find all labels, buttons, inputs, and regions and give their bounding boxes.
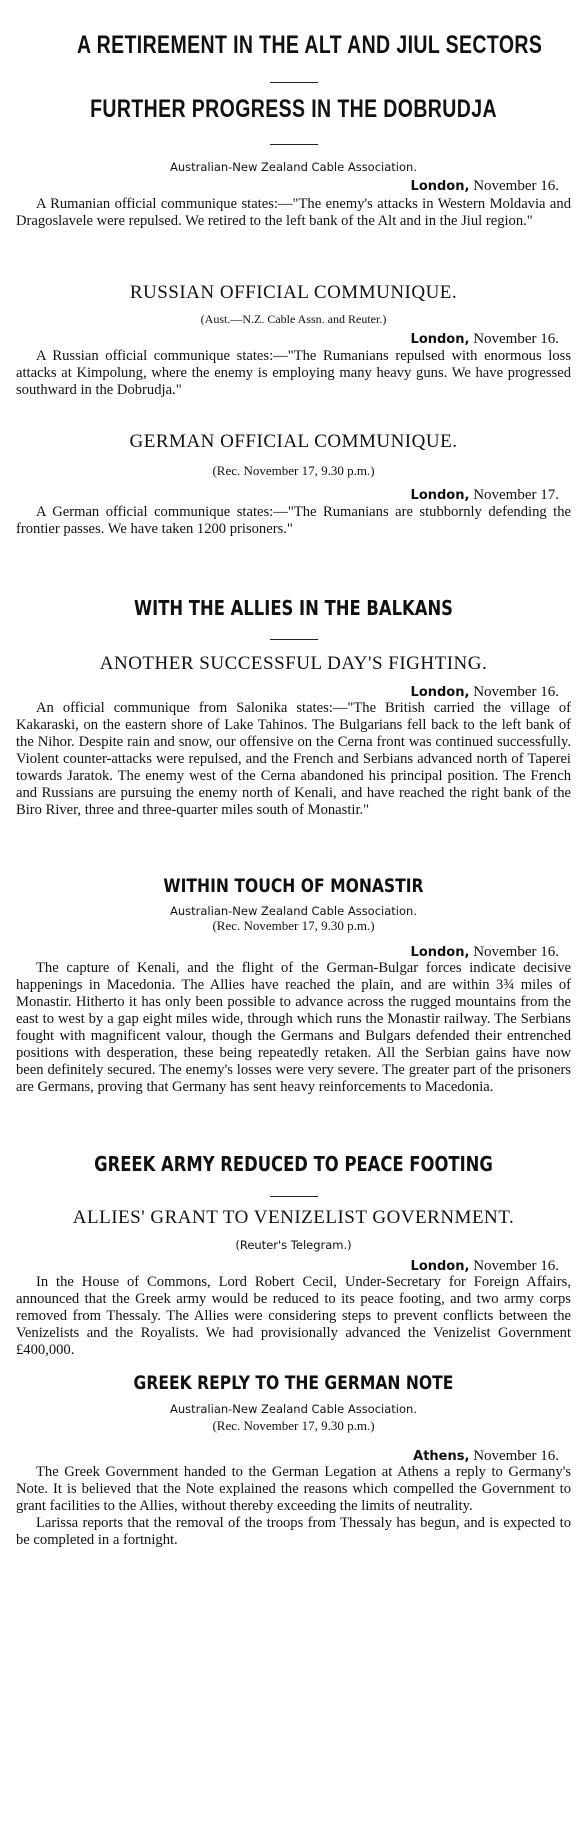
paragraph: The Greek Government handed to the German Legation at Athens a reply to Germany's Note. It is believed that the Note explained the reasons which compelled the Government to grant facilities to the Allies, without thereby exceeding the limits of neutrality. (16, 1464, 571, 1514)
headline-text: A RETIREMENT IN THE ALT AND JIUL SECTORS (77, 31, 543, 59)
article-body (16, 700, 571, 819)
paragraph: Larissa reports that the removal of the troops from Thessaly has begun, and is expected to be completed in a fortnight. (16, 1515, 571, 1548)
dateline-place: London, (410, 945, 470, 960)
credit-line-rec: (Rec. November 17, 9.30 p.m.) (212, 1418, 375, 1433)
dateline-place: London, (410, 488, 470, 503)
paragraph: An official communique from Salonika states:—"The British carried the village of Kakaraski, on the eastern shore of Lake Tahinos. The Bulgarians fell back to the left bank of the Nihor. Despite rain and snow, our offensive on the Cerna front was continued successfully. Violent counter-attacks were repulsed, and the French and Serbians advanced north of Taperei towards Jaratok. The enemy west of the Cerna abandoned his principal position. The French and Russians are pursuing the enemy north of Kenali, and have reached the right bank of the Biro River, three and three-quarter miles south of Monastir." (16, 700, 571, 818)
article-body (16, 196, 571, 230)
dateline-place: London, (410, 1259, 470, 1274)
credit-line: (Rec. November 17, 9.30 p.m.) (212, 463, 375, 478)
dateline (16, 1258, 559, 1275)
dateline-date: November 16. (473, 944, 559, 960)
article-body (16, 348, 571, 399)
paragraph: In the House of Commons, Lord Robert Cecil, Under-Secretary for Foreign Affairs, announced that the Greek army would be reduced to its peace footing, and two army corps removed from Thessaly. The Allies were considering steps to prevent conflicts between the Venizelists and the Royalists. We had provisionally advanced the Venizelist Government £400,000. (16, 1274, 571, 1358)
article-body (16, 1274, 571, 1359)
dateline-date: November 17. (473, 487, 559, 503)
article-body (16, 1464, 571, 1549)
dateline (16, 487, 559, 504)
dateline (16, 178, 559, 195)
paragraph: A Russian official communique states:—"The Rumanians repulsed with enormous loss attacks at Kimpolung, where the enemy is employing many heavy guns. We have progressed southward in the Dobrudja." (16, 348, 571, 398)
headline-german: GERMAN OFFICIAL COMMUNIQUE. (129, 431, 458, 452)
divider (270, 1196, 318, 1197)
article-body (16, 504, 571, 538)
dateline (16, 331, 559, 348)
divider (270, 144, 318, 145)
dateline (16, 684, 559, 701)
dateline (16, 1448, 559, 1465)
headline-greek-army: GREEK ARMY REDUCED TO PEACE FOOTING (94, 1152, 493, 1176)
dateline-date: November 16. (473, 1258, 559, 1274)
article-body (16, 960, 571, 1096)
credit-line: Australian-New Zealand Cable Association. (170, 1402, 417, 1416)
dateline-place: London, (410, 685, 470, 700)
credit-line: Australian-New Zealand Cable Association. (170, 160, 417, 174)
credit-line: (Aust.—N.Z. Cable Assn. and Reuter.) (200, 312, 387, 326)
divider (270, 639, 318, 640)
credit-line: Australian-New Zealand Cable Association. (170, 904, 417, 918)
headline-greek-reply: GREEK REPLY TO THE GERMAN NOTE (133, 1372, 454, 1394)
dateline-place: London, (410, 332, 470, 347)
headline-fighting: ANOTHER SUCCESSFUL DAY'S FIGHTING. (99, 653, 488, 674)
headline-dobrudja: FURTHER PROGRESS IN THE DOBRUDJA (90, 95, 497, 123)
headline-monastir: WITHIN TOUCH OF MONASTIR (163, 875, 424, 897)
paragraph: The capture of Kenali, and the flight of the German-Bulgar forces indicate decisive happenings in Macedonia. The Allies have reached the plain, and are within 3¾ miles of Monastir. Hitherto it has only been possible to advance across the rugged mountains from the east to west by a gap eight miles wide, through which runs the Monastir railway. The Serbians fought with magnificent valour, though the Germans and Bulgars defended their entrenched positions with desperation, these being repeatedly retaken. All the Serbian gains have now been definitely secured. The enemy's losses were very severe. The greater part of the prisoners are Germans, proving that Germany has sent heavy reinforcements to Macedonia. (16, 960, 571, 1095)
headline-balkans: WITH THE ALLIES IN THE BALKANS (133, 596, 454, 620)
headline-main (16, 32, 571, 60)
dateline (16, 944, 559, 961)
divider (270, 82, 318, 83)
dateline-date: November 16. (473, 178, 559, 194)
paragraph: A German official communique states:—"The Rumanians are stubbornly defending the frontier passes. We have taken 1200 prisoners." (16, 504, 571, 537)
headline-russian: RUSSIAN OFFICIAL COMMUNIQUE. (129, 282, 458, 303)
paragraph: A Rumanian official communique states:—"The enemy's attacks in Western Moldavia and Dragoslavele were repulsed. We retired to the left bank of the Alt and in the Jiul region." (16, 196, 571, 229)
dateline-date: November 16. (473, 684, 559, 700)
credit-line-rec: (Rec. November 17, 9.30 p.m.) (212, 918, 375, 933)
headline-venizelist: ALLIES' GRANT TO VENIZELIST GOVERNMENT. (72, 1207, 515, 1228)
dateline-place: Athens, (413, 1449, 470, 1464)
dateline-date: November 16. (473, 1448, 559, 1464)
dateline-date: November 16. (473, 331, 559, 347)
dateline-place: London, (410, 179, 470, 194)
credit-line: (Reuter's Telegram.) (235, 1238, 352, 1252)
